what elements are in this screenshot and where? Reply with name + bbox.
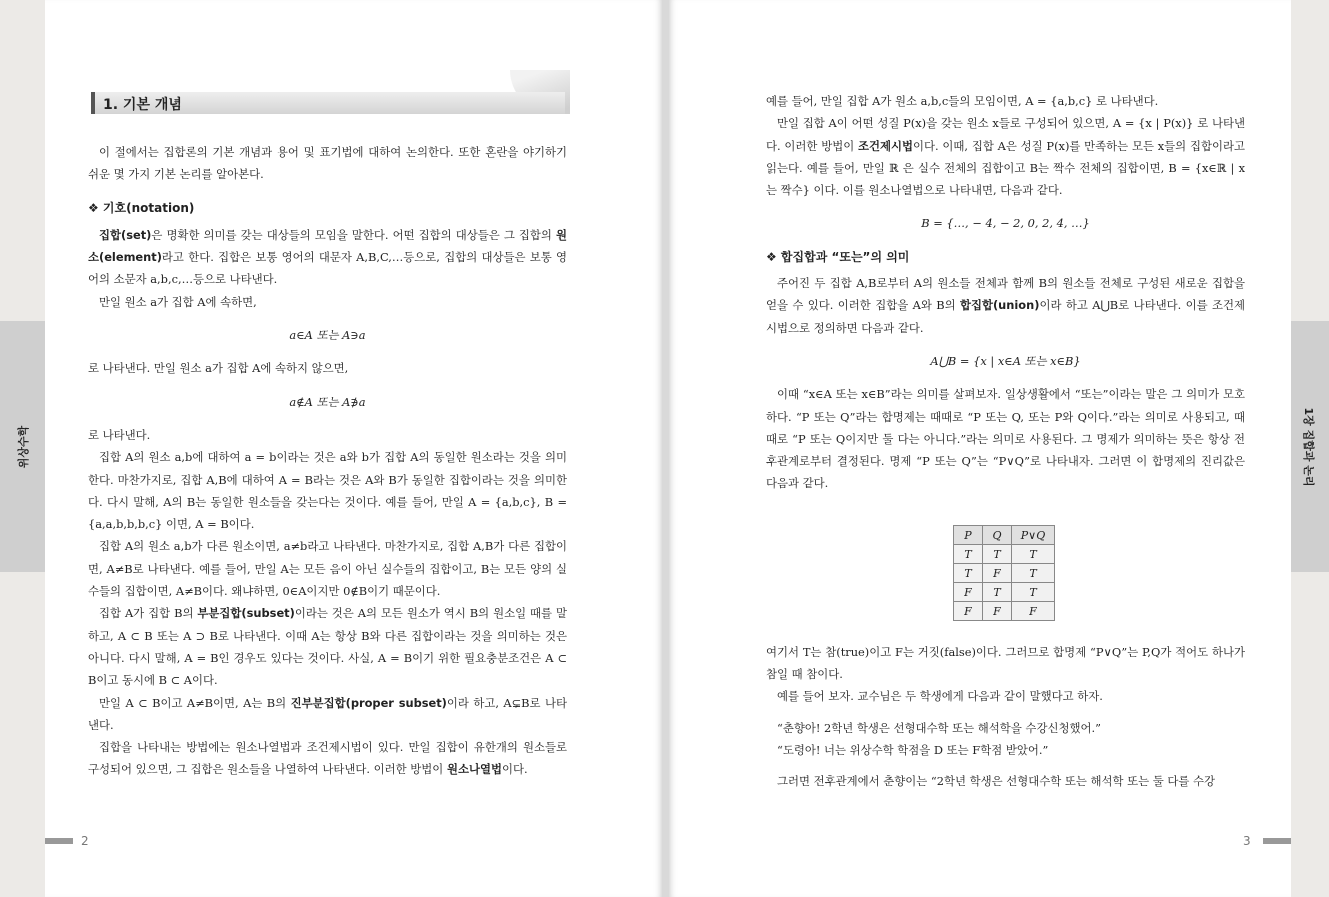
text-span: 은 명확한 의미를 갖는 대상들의 모임을 말한다. 어떤 집합의 대상들은 그 집합의 xyxy=(151,227,556,242)
paragraph-set-builder xyxy=(766,112,1245,201)
term-element: 원소(element) xyxy=(88,227,567,265)
equation-union: A⋃B = {x | x∈A 또는 x∈B} xyxy=(930,353,1081,368)
truth-table xyxy=(953,525,1055,621)
paragraph-example: 예를 들어 보자. 교수님은 두 학생에게 다음과 같이 말했다고 하자. xyxy=(777,689,1103,704)
paragraph-nonmembership: 로 나타낸다. 만일 원소 a가 집합 A에 속하지 않으면, xyxy=(88,361,349,376)
page-number-bar-right xyxy=(1263,838,1291,844)
left-body xyxy=(88,141,567,781)
equation-nonmembership: a∉A 또는 A∌a xyxy=(289,394,366,409)
heading-union: ❖ 합집합과 “또는”의 의미 xyxy=(766,249,910,264)
paragraph-set-definition xyxy=(88,224,567,291)
paragraph-or-meaning: 이때 “x∈A 또는 x∈B”라는 의미를 살펴보자. 일상생활에서 “또는”이라는 말은 그 의미가 모호하다. “P 또는 Q”라는 합명제는 때때로 “P 또는 Q, 또는 P와 Q이다.”라는 의미로 사용되고, 때때로 “P 또는 Q이지만 둘 다는 아니다.”라는 의미로 사용된다. 그 명제가 의미하는 뜻은 항상 전후관계로부터 결정된다. 명제 “P 또는 Q”는 “P∨Q”로 나타내자. 그러면 이 합명제의 진리값은 다음과 같다. xyxy=(766,387,1245,491)
table-row xyxy=(954,564,1055,583)
paragraph-context: 그러면 전후관계에서 춘향이는 “2학년 학생은 선형대수학 또는 해석학 또는 둘 다를 수강 xyxy=(777,774,1216,789)
header-p: P xyxy=(954,526,983,545)
term-proper-subset: 진부분집합(proper subset) xyxy=(290,695,447,710)
table-cell: T xyxy=(1012,545,1055,564)
table-cell: T xyxy=(1012,583,1055,602)
table-cell: T xyxy=(983,583,1012,602)
paragraph-subset xyxy=(88,602,567,691)
table-cell: T xyxy=(1012,564,1055,583)
left-page xyxy=(45,0,662,897)
paragraph-equality: 집합 A의 원소 a,b에 대하여 a = b이라는 것은 a와 b가 집합 A의 동일한 원소라는 것을 의미한다. 마찬가지로, 집합 A,B에 대하여 A = B라는 것은 A와 B가 동일한 집합이라는 것을 의미한다. 다시 말해, A의 B는 동일한 원소들을 갖는다는 것이다. 예를 들어, 만일 A = {a,b,c}, B = {a,a,b,b,b,c} 이면, A = B이다. xyxy=(88,450,567,532)
quote-chunhyang: “춘향아! 2학년 학생은 선형대수학 또는 해석학을 수강신청했어.” xyxy=(777,720,1101,735)
header-p-or-q: P∨Q xyxy=(1012,526,1055,545)
text-span: 이다. 이때, 집합 A은 성질 P(x)를 만족하는 모든 x들의 집합이라고 읽는다. 예를 들어, 만일 ℝ 은 실수 전체의 집합이고 B는 짝수 전체의 집합이면, B = {x∈ℝ | x는 짝수} 이다. 이를 원소나열법으로 나타내면, 다음과 같다. xyxy=(766,138,1245,198)
paragraph-union xyxy=(766,272,1245,339)
equation-even-set: B = {…, − 4, − 2, 0, 2, 4, …} xyxy=(921,216,1090,231)
table-row xyxy=(954,545,1055,564)
section-title: 1. 기본 개념 xyxy=(103,97,182,113)
paragraph-membership: 만일 원소 a가 집합 A에 속하면, xyxy=(99,294,257,309)
paragraph-roster-method xyxy=(88,736,567,781)
term-union: 합집합(union) xyxy=(959,298,1040,313)
text-span: 라고 한다. 집합은 보통 영어의 대문자 A,B,C,…등으로, 집합의 대상들은 보통 영어의 소문자 a,b,c,…등으로 나타낸다. xyxy=(88,250,567,287)
paragraph-roster-example: 예를 들어, 만일 집합 A가 원소 a,b,c들의 모임이면, A = {a,b,c} 로 나타낸다. xyxy=(766,94,1159,108)
book-gutter xyxy=(662,0,669,897)
text-span: 주어진 두 집합 A,B로부터 A의 원소들 전체과 함께 B의 원소들 전체로 구성된 새로운 집합을 얻을 수 있다. 이러한 집합을 A와 B의 xyxy=(766,276,1245,313)
term-set-builder: 조건제시법 xyxy=(857,138,914,153)
text-span: 만일 집합 A이 어떤 성질 P(x)을 갖는 원소 x들로 구성되어 있으면, A = {x | P(x)} 로 나타낸다. 이러한 방법이 xyxy=(766,116,1245,153)
term-subset: 부분집합(subset) xyxy=(197,606,295,621)
paragraph-proper-subset xyxy=(88,692,567,737)
table-cell: T xyxy=(954,564,983,583)
tab-label-right: 1장 집합과 논리 xyxy=(1301,406,1315,487)
tab-label-left: 위상수학 xyxy=(16,425,30,468)
page-number-left: 2 xyxy=(81,834,89,848)
text-span: 집합을 나타내는 방법에는 원소나열법과 조건제시법이 있다. 만일 집합이 유한개의 원소들로 구성되어 있으면, 그 집합은 원소들을 나열하여 나타낸다. 이러한 방법이 xyxy=(88,740,567,777)
paragraph-inequality: 집합 A의 원소 a,b가 다른 원소이면, a≠b라고 나타낸다. 마찬가지로, 집합 A,B가 다른 집합이면, A≠B로 나타낸다. 예를 들어, 만일 A는 모든 음이 아닌 실수들의 집합이고, B는 모든 양의 실수들의 집합이면, A≠B이다. 왜냐하면, 0∈A이지만 0∉B이기 때문이다. xyxy=(88,539,567,599)
text-span: 집합 A가 집합 B의 xyxy=(99,606,198,621)
table-cell: F xyxy=(954,583,983,602)
quote-doryeong: “도령아! 너는 위상수학 학점을 D 또는 F학점 받았어.” xyxy=(777,742,1049,757)
page-number-right: 3 xyxy=(1243,834,1251,848)
equation-membership: a∈A 또는 A∋a xyxy=(289,328,366,343)
table-cell: F xyxy=(983,564,1012,583)
page-number-bar-left xyxy=(45,838,73,844)
text-span: 이라 하고 A⋃B로 나타낸다. 이를 조건제시법으로 정의하면 다음과 같다. xyxy=(766,298,1245,335)
table-row xyxy=(954,583,1055,602)
table-cell: F xyxy=(983,602,1012,621)
truth-table-header xyxy=(954,526,1055,545)
text-span: 만일 A ⊂ B이고 A≠B이면, A는 B의 xyxy=(99,695,291,710)
section-header xyxy=(91,92,565,114)
text-span: 이다. xyxy=(501,762,528,777)
table-row xyxy=(954,602,1055,621)
term-set: 집합(set) xyxy=(99,227,152,242)
term-roster-method: 원소나열법 xyxy=(446,762,502,777)
intro-paragraph: 이 절에서는 집합론의 기본 개념과 용어 및 표기법에 대하여 논의한다. 또한 혼란을 야기하기 쉬운 몇 가지 기본 논리를 알아본다. xyxy=(88,145,567,182)
right-page xyxy=(669,0,1291,897)
chapter-side-tab-right xyxy=(1288,321,1329,572)
text-span: 이라 하고, A⊊B로 나타낸다. xyxy=(88,695,568,732)
table-cell: T xyxy=(954,545,983,564)
table-cell: F xyxy=(1012,602,1055,621)
chapter-side-tab-left xyxy=(0,321,45,572)
table-cell: T xyxy=(983,545,1012,564)
text-span: 이라는 것은 A의 모든 원소가 역시 B의 원소일 때를 말하고, A ⊂ B 또는 A ⊃ B로 나타낸다. 이때 A는 항상 B와 다른 집합이라는 것을 의미하는 것은 아니다. 다시 말해, A = B인 경우도 있다는 것이다. 사실, A = B이기 위한 필요충분조건은 A ⊂ B이고 동시에 B ⊂ A이다. xyxy=(88,606,567,688)
header-q: Q xyxy=(983,526,1012,545)
heading-notation: ❖ 기호(notation) xyxy=(88,200,195,215)
table-cell: F xyxy=(954,602,983,621)
right-body xyxy=(766,90,1245,793)
paragraph-represent: 로 나타낸다. xyxy=(88,427,151,442)
paragraph-true-false: 여기서 T는 참(true)이고 F는 거짓(false)이다. 그러므로 합명제 “P∨Q”는 P,Q가 적어도 하나가 참일 때 참이다. xyxy=(766,644,1245,682)
